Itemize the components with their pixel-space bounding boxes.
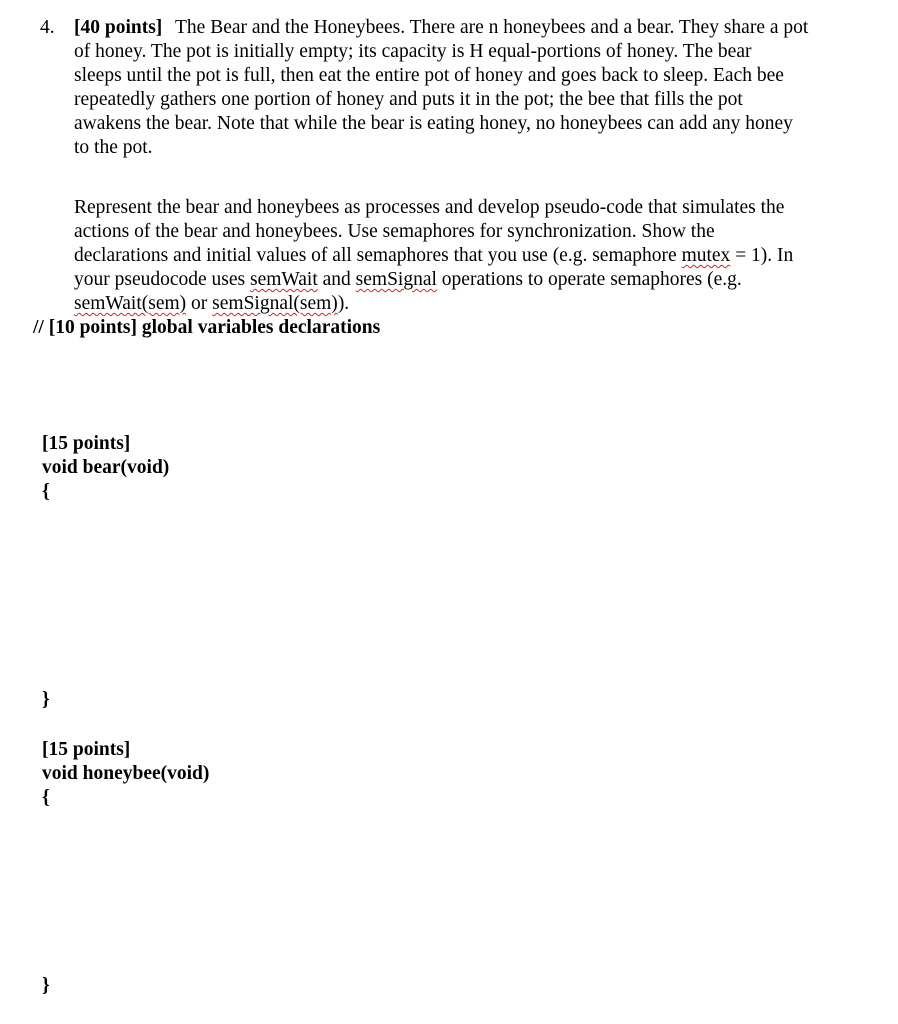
bear-signature: void bear(void) xyxy=(42,457,170,478)
honeybee-close-brace: } xyxy=(42,975,50,996)
intro-line-3: sleeps until the pot is full, then eat the entire pot of honey and goes back to sleep. Each bee xyxy=(74,65,784,86)
intro-line-5: awakens the bear. Note that while the bear is eating honey, no honeybees can add any honey xyxy=(74,113,793,134)
semsignal-example: semSignal(sem) xyxy=(212,293,338,314)
globals-header: // [10 points] global variables declarations xyxy=(33,317,381,338)
intro-line-4: repeatedly gathers one portion of honey and puts it in the pot; the bee that fills the pot xyxy=(74,89,743,110)
task-line-3-a: declarations and initial values of all semaphores that you use (e.g. semaphore xyxy=(74,245,682,266)
task-line-3-b: = 1). In xyxy=(730,245,794,266)
bear-close-brace: } xyxy=(42,689,50,710)
task-line-4-b: and xyxy=(317,269,356,290)
question-number: 4. xyxy=(40,17,55,38)
semwait-keyword: semWait xyxy=(250,269,318,290)
task-line-2: actions of the bear and honeybees. Use semaphores for synchronization. Show the xyxy=(74,221,715,242)
task-line-3 xyxy=(74,244,793,268)
intro-line-6: to the pot. xyxy=(74,137,153,158)
mutex-keyword: mutex xyxy=(681,245,731,266)
semwait-example: semWait(sem) xyxy=(74,293,187,314)
honeybee-points: [15 points] xyxy=(42,739,131,760)
task-line-5-d: ). xyxy=(337,293,350,314)
bear-points: [15 points] xyxy=(42,433,131,454)
question-points: [40 points] xyxy=(74,17,163,38)
task-line-5-b: or xyxy=(186,293,213,314)
honeybee-open-brace: { xyxy=(42,787,50,808)
task-line-4-a: your pseudocode uses xyxy=(74,269,251,290)
task-line-4-c: operations to operate semaphores (e.g. xyxy=(436,269,742,290)
honeybee-signature: void honeybee(void) xyxy=(42,763,210,784)
semsignal-keyword: semSignal xyxy=(355,269,437,290)
task-line-4 xyxy=(74,268,742,292)
task-line-1: Represent the bear and honeybees as processes and develop pseudo-code that simulates the xyxy=(74,197,785,218)
intro-line-2: of honey. The pot is initially empty; its capacity is H equal-portions of honey. The bear xyxy=(74,41,752,62)
bear-open-brace: { xyxy=(42,481,50,502)
task-line-5 xyxy=(74,292,349,316)
intro-line-1: The Bear and the Honeybees. There are n honeybees and a bear. They share a pot xyxy=(175,17,809,38)
